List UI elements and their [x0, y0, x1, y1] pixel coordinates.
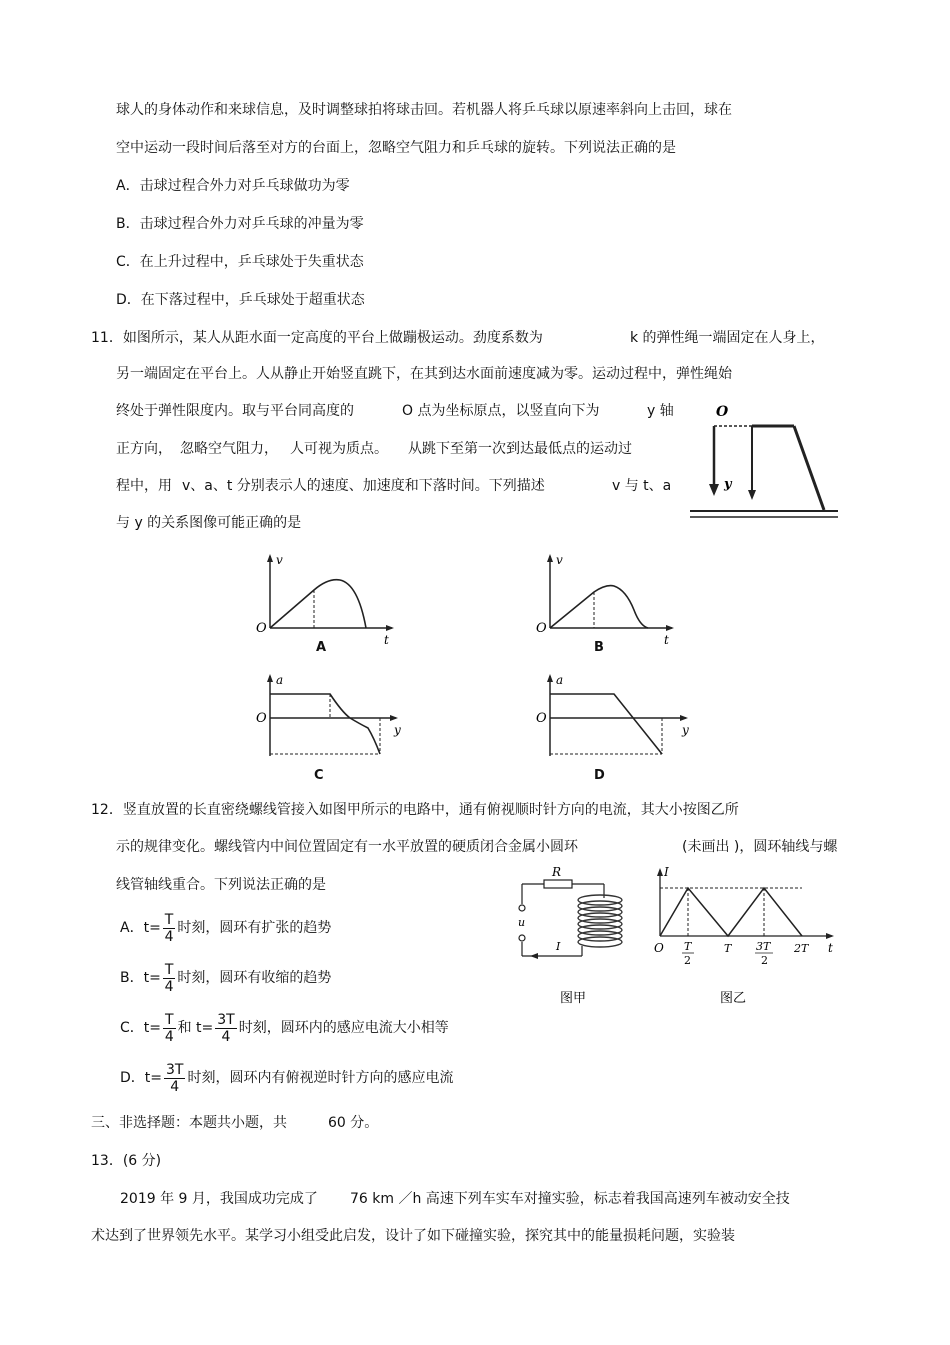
resistor	[544, 880, 572, 888]
graph-c-a-arrow	[267, 674, 273, 682]
graph-a-v-label: v	[276, 553, 283, 567]
q12-option-a	[120, 908, 331, 948]
graph-a-caption: A	[316, 640, 327, 655]
current-graph-t-arrow	[826, 933, 834, 939]
q12-b-den: 4	[164, 978, 174, 995]
coil-turn	[578, 919, 622, 929]
q10-option-a: A．击球过程合外力对乒乓球做功为零	[116, 178, 350, 194]
graph-b-t-arrow	[666, 625, 674, 631]
graph-c-caption: C	[314, 768, 324, 783]
graph-b-caption: B	[594, 640, 604, 655]
fig-origin-label: O	[716, 404, 729, 420]
q12-d-prefix: D．t=	[120, 1070, 162, 1086]
graph-b-v-label: v	[556, 553, 563, 567]
graph-c-y-arrow	[390, 715, 398, 721]
graph-a-curve	[270, 580, 366, 628]
q12-d-fraction	[164, 1062, 185, 1095]
voltage-label: u	[518, 916, 526, 929]
q12-b-prefix: B．t=	[120, 970, 161, 986]
q12-option-b	[120, 958, 331, 998]
q13-line-1b: 76 km ／h 高速下列车实车对撞实验，标志着我国高速列车被动安全技	[350, 1191, 790, 1207]
q11-line-6: 与 y 的关系图像可能正确的是	[116, 515, 302, 531]
graph-b	[530, 548, 680, 658]
q12-line-1: 12．竖直放置的长直密绕螺线管接入如图甲所示的电路中，通有俯视顺时针方向的电流，其大小按图乙所	[91, 802, 739, 818]
coil-turn	[578, 901, 622, 911]
q12-d-num: 3T	[166, 1061, 184, 1078]
q12-line-3: 线管轴线重合。下列说法正确的是	[116, 877, 326, 893]
q12-d-text: 时刻，圆环内有俯视逆时针方向的感应电流	[187, 1070, 454, 1086]
solenoid-coil	[578, 895, 622, 947]
coil-turn	[578, 895, 622, 905]
q12-line-2b: (未画出 )，圆环轴线与螺	[682, 839, 838, 855]
q12-c-num1: T	[165, 1011, 174, 1028]
q10-option-d: D．在下落过程中，乒乓球处于超重状态	[116, 292, 365, 308]
coil-turn	[578, 907, 622, 917]
graph-a-t-arrow	[386, 625, 394, 631]
q12-b-num: T	[164, 961, 174, 978]
graph-d-line	[550, 694, 662, 754]
q11-line-4b: 忽略空气阻力，	[180, 441, 278, 457]
graph-a-origin: O	[256, 621, 267, 636]
current-label: I	[556, 940, 561, 953]
graph-d	[530, 668, 700, 766]
terminal-bottom	[519, 935, 525, 941]
q12-option-c	[120, 1008, 449, 1048]
q12-c-text: 时刻，圆环内的感应电流大小相等	[238, 1020, 449, 1036]
q12-d-den: 4	[170, 1078, 180, 1095]
graph-c-origin: O	[256, 711, 267, 726]
graph-a-v-arrow	[267, 554, 273, 562]
q10-option-b: B．击球过程合外力对乒乓球的冲量为零	[116, 216, 364, 232]
tick-t2-den: 2	[684, 954, 691, 967]
graph-d-y-arrow	[680, 715, 688, 721]
graph-c	[250, 668, 410, 766]
platform-side	[794, 426, 824, 510]
graph-c-curve	[270, 694, 380, 754]
tick-3t2-num: 3T	[756, 940, 771, 953]
q12-c-prefix: C．t=	[120, 1020, 161, 1036]
figure-jia-caption: 图甲	[560, 991, 587, 1006]
q11-line-5a: 程中，用	[116, 478, 172, 494]
graph-d-y-label: y	[682, 723, 689, 737]
q12-option-d	[120, 1058, 453, 1098]
q10-line-2: 空中运动一段时间后落至对方的台面上，忽略空气阻力和乒乓球的旋转。下列说法正确的是	[116, 140, 676, 156]
q12-b-fraction	[163, 962, 176, 995]
figure-yi-caption: 图乙	[720, 991, 747, 1006]
tick-3t2-den: 2	[761, 954, 768, 967]
q12-line-2a: 示的规律变化。螺线管内中间位置固定有一水平放置的硬质闭合金属小圆环	[116, 839, 578, 855]
q12-b-text: 时刻，圆环有收缩的趋势	[177, 970, 332, 986]
graph-d-caption: D	[594, 768, 605, 783]
q12-c-den1: 4	[164, 1028, 174, 1045]
q12-c-fraction-1	[163, 1012, 176, 1045]
q10-option-c: C．在上升过程中，乒乓球处于失重状态	[116, 254, 364, 270]
current-graph-wave	[660, 888, 802, 936]
tick-2t: 2T	[794, 942, 809, 955]
q13-heading: 13．(6 分)	[91, 1153, 162, 1169]
q11-line-3c: y 轴	[647, 403, 674, 419]
terminal-top	[519, 905, 525, 911]
graph-d-origin: O	[536, 711, 547, 726]
graph-b-t-label: t	[664, 633, 669, 647]
bungee-figure	[688, 400, 840, 530]
cord-arrow	[748, 490, 756, 500]
q11-line-5b: v、a、t 分别表示人的速度、加速度和下落时间。下列描述	[182, 478, 545, 494]
q12-a-den: 4	[164, 928, 174, 945]
coil-turn	[578, 925, 622, 935]
section3-heading-b: 60 分。	[328, 1115, 379, 1131]
q11-line-1a: 11．如图所示，某人从距水面一定高度的平台上做蹦极运动。劲度系数为	[91, 330, 543, 346]
q12-a-prefix: A．t=	[120, 920, 161, 936]
current-arrow	[530, 953, 538, 959]
q12-a-text: 时刻，圆环有扩张的趋势	[177, 920, 332, 936]
current-graph-t-label: t	[828, 941, 833, 955]
graph-a-t-label: t	[384, 633, 389, 647]
current-graph-origin: O	[654, 941, 664, 955]
q12-c-mid: 和 t=	[177, 1020, 214, 1036]
q12-c-num2: 3T	[217, 1011, 235, 1028]
q11-line-4a: 正方向，	[116, 441, 172, 457]
fig-y-axis-arrow	[709, 484, 719, 496]
tick-t2-num: T	[684, 940, 692, 953]
resistor-label: R	[552, 865, 562, 879]
q12-c-fraction-2	[215, 1012, 236, 1045]
current-graph-i-label: I	[664, 865, 669, 879]
q11-line-5c: v 与 t、a	[612, 478, 672, 494]
graph-c-a-label: a	[276, 673, 284, 687]
fig-y-label: y	[724, 477, 732, 492]
q13-line-2: 术达到了世界领先水平。某学习小组受此启发，设计了如下碰撞实验，探究其中的能量损耗问题，实验装	[91, 1228, 735, 1244]
section3-heading-a: 三、非选择题：本题共小题，共	[91, 1115, 287, 1131]
graph-d-a-label: a	[556, 673, 564, 687]
q11-line-1b: k 的弹性绳一端固定在人身上，	[630, 330, 825, 346]
q11-line-2: 另一端固定在平台上。人从静止开始竖直跳下，在其到达水面前速度减为零。运动过程中，弹性绳始	[116, 366, 732, 382]
q10-line-1: 球人的身体动作和来球信息，及时调整球拍将球击回。若机器人将乒乓球以原速率斜向上击回，球在	[116, 102, 732, 118]
q12-c-den2: 4	[221, 1028, 231, 1045]
q13-line-1a: 2019 年 9 月，我国成功完成了	[120, 1191, 318, 1207]
q11-line-4c: 人可视为质点。	[290, 441, 388, 457]
current-graph	[648, 864, 848, 1014]
graph-c-y-label: y	[394, 723, 401, 737]
graph-b-origin: O	[536, 621, 547, 636]
q11-line-3a: 终处于弹性限度内。取与平台同高度的	[116, 403, 354, 419]
circuit-figure	[512, 864, 632, 1014]
coil-turn	[578, 913, 622, 923]
q11-line-4d: 从跳下至第一次到达最低点的运动过	[408, 441, 632, 457]
graph-b-curve	[550, 586, 648, 628]
tick-t: T	[724, 942, 732, 955]
graph-b-v-arrow	[547, 554, 553, 562]
graph-d-a-arrow	[547, 674, 553, 682]
q12-a-fraction	[163, 912, 176, 945]
q11-line-3b: O 点为坐标原点，以竖直向下为	[402, 403, 600, 419]
coil-turn	[578, 931, 622, 941]
q12-a-num: T	[164, 911, 174, 928]
coil-turn	[578, 937, 622, 947]
current-graph-i-arrow	[657, 868, 663, 876]
